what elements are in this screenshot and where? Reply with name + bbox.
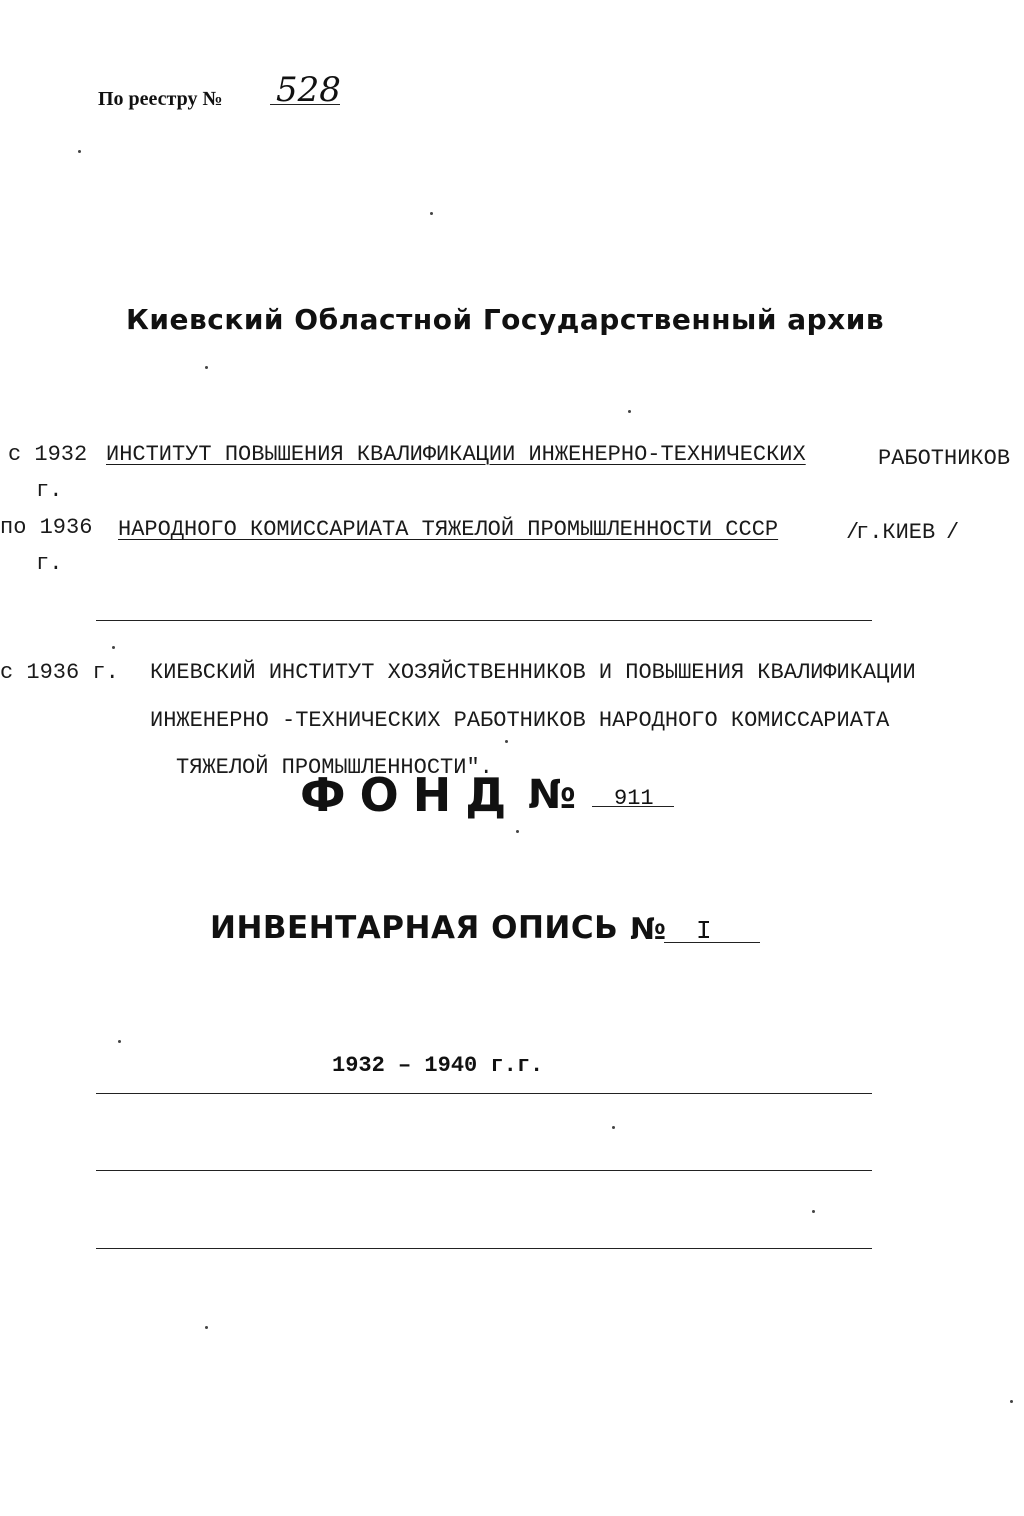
blank-rule-3 <box>96 1248 872 1249</box>
scan-speck <box>812 1210 815 1213</box>
slash-mark-left: / <box>846 520 860 545</box>
history-entry1-year: с 1932 <box>8 442 88 467</box>
fond-number: 911 <box>614 786 654 811</box>
register-number-handwritten: 528 <box>276 70 341 110</box>
scan-speck <box>205 1326 208 1329</box>
scan-speck <box>628 410 631 413</box>
blank-rule-2 <box>96 1170 872 1171</box>
scan-speck <box>1010 1400 1013 1403</box>
blank-rule-1 <box>96 1093 872 1094</box>
history-entry1-suffix: г. <box>36 478 63 503</box>
fond-number-underline <box>592 806 674 807</box>
inventory-number-sign: № <box>630 912 667 947</box>
fond-label: ФОНД <box>300 768 521 822</box>
scan-speck <box>516 830 519 833</box>
scan-speck <box>430 212 433 215</box>
history-entry2-year: по 1936 <box>0 515 93 540</box>
history-entry3-year: с 1936 г. <box>0 660 119 685</box>
date-range: 1932 – 1940 г.г. <box>332 1053 544 1078</box>
scan-speck <box>505 740 508 743</box>
history-entry3-line1: КИЕВСКИЙ ИНСТИТУТ ХОЗЯЙСТВЕННИКОВ И ПОВЫШЕНИЯ КВАЛИФИКАЦИИ <box>150 660 916 685</box>
history-entry2-suffix: г. <box>36 551 63 576</box>
history-entry1-name-part1: ИНСТИТУТ ПОВЫШЕНИЯ КВАЛИФИКАЦИИ ИНЖЕНЕРНО-ТЕХНИЧЕСКИХ <box>106 442 806 467</box>
history-entry2-name: НАРОДНОГО КОМИССАРИАТА ТЯЖЕЛОЙ ПРОМЫШЛЕННОСТИ СССР <box>118 517 779 542</box>
register-label: По реестру № <box>98 88 223 110</box>
scan-speck <box>205 366 208 369</box>
scan-speck <box>78 150 81 153</box>
history-entry3-line3: ТЯЖЕЛОЙ ПРОМЫШЛЕННОСТИ". <box>176 755 493 780</box>
scan-speck <box>118 1040 121 1043</box>
inventory-number: I <box>696 916 712 946</box>
inventory-label: ИНВЕНТАРНАЯ ОПИСЬ <box>210 910 619 946</box>
inventory-number-underline <box>664 942 760 943</box>
scan-speck <box>112 646 115 649</box>
slash-mark-right: / <box>946 520 960 545</box>
history-entry3-line2: ИНЖЕНЕРНО -ТЕХНИЧЕСКИХ РАБОТНИКОВ НАРОДНОГО КОМИССАРИАТА <box>150 708 890 733</box>
scan-speck <box>612 1126 615 1129</box>
archive-title: Киевский Областной Государственный архив <box>126 303 885 336</box>
history-entry1-name-part2: РАБОТНИКОВ <box>878 446 1011 471</box>
register-underline <box>270 104 340 105</box>
blank-fill-line <box>96 620 872 621</box>
fond-number-sign: № <box>528 772 577 818</box>
history-entry2-city: г.КИЕВ <box>856 520 936 545</box>
